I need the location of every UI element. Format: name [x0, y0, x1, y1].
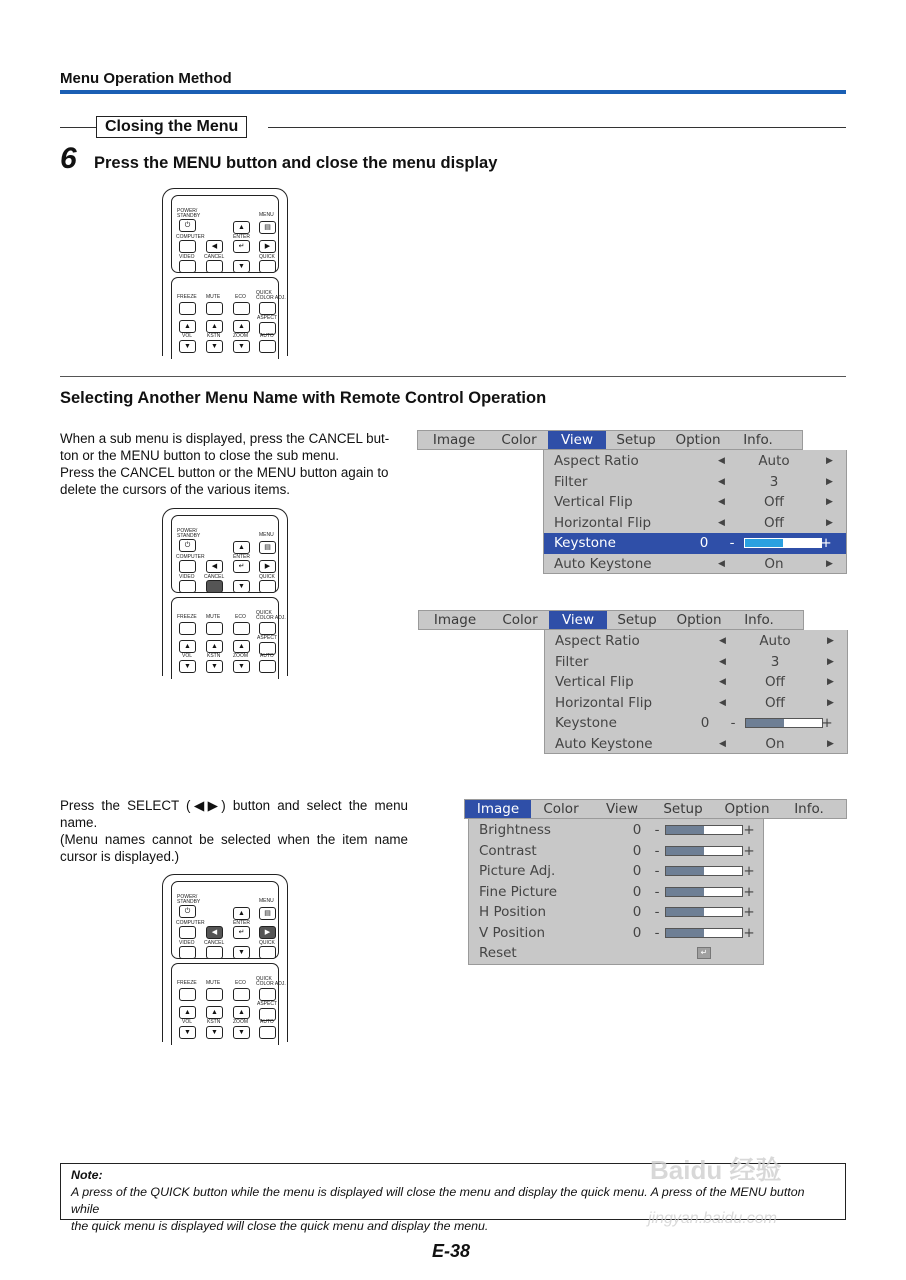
osd-row-reset[interactable]	[469, 943, 763, 964]
osd-row-aspect-ratio[interactable]	[545, 631, 847, 652]
remote-label-enter: ENTER	[233, 920, 250, 926]
osd-row-plus: +	[743, 842, 755, 859]
freeze-button[interactable]	[179, 988, 196, 1001]
remote-label-power: POWER/ STANDBY	[177, 894, 201, 905]
remote-label-freeze: FREEZE	[177, 294, 197, 300]
remote-label-power: POWER/ STANDBY	[177, 208, 201, 219]
mute-button[interactable]	[206, 622, 223, 635]
section-title-select-menu: Selecting Another Menu Name with Remote Control Operation	[60, 389, 547, 407]
osd-row-slider[interactable]	[665, 887, 743, 897]
page-header: Menu Operation Method	[60, 70, 232, 87]
osd-row-label: Keystone	[555, 715, 617, 731]
power-button[interactable]: ⏻	[179, 539, 196, 552]
osd-row-label: Keystone	[554, 535, 616, 551]
osd-row-value: Auto	[759, 633, 791, 649]
quick-button[interactable]	[259, 946, 276, 959]
osd-row-auto-keystone[interactable]	[544, 554, 846, 575]
osd-row-slider[interactable]	[745, 718, 823, 728]
osd-row-label: Aspect Ratio	[554, 453, 639, 469]
osd-row-value: 0	[632, 924, 642, 941]
section-rule-right	[268, 127, 846, 128]
osd-row-value: Auto	[758, 453, 790, 469]
slider-fill	[666, 867, 704, 875]
osd-row-label: Brightness	[479, 822, 551, 838]
remote-label-quick-color: QUICK COLOR ADJ.	[256, 976, 286, 987]
left-arrow-icon[interactable]: ◀	[719, 636, 726, 646]
tab-option[interactable]: Option	[675, 432, 721, 448]
remote-label-zoom: ZOOM	[233, 333, 248, 339]
osd-row-minus: -	[654, 883, 660, 900]
tab-setup[interactable]: Setup	[617, 612, 657, 628]
osd-row-minus: -	[654, 863, 660, 879]
remote-control-3	[162, 874, 288, 1042]
left-arrow-icon[interactable]: ◀	[718, 517, 725, 528]
osd-row-picture-adj-[interactable]	[469, 861, 763, 882]
osd-view-panel	[543, 450, 847, 574]
left-button[interactable]: ◀	[206, 926, 223, 939]
mute-button[interactable]	[206, 302, 223, 315]
left-arrow-icon[interactable]: ◀	[719, 656, 726, 667]
menu-button[interactable]: ▤	[259, 221, 276, 234]
osd-row-label: Auto Keystone	[554, 555, 652, 572]
osd-row-label: H Position	[479, 904, 547, 920]
cancel-button[interactable]	[206, 580, 223, 593]
remote-label-vol: VOL	[182, 1019, 193, 1025]
osd-row-value: 0	[632, 904, 642, 920]
remote-label-mute: MUTE	[206, 294, 221, 300]
osd-row-keystone[interactable]	[544, 533, 846, 554]
osd-row-horizontal-flip[interactable]	[544, 513, 846, 534]
osd-row-value: Off	[765, 694, 785, 711]
remote-label-eco: ECO	[235, 980, 246, 986]
remote-label-zoom: ZOOM	[233, 1019, 248, 1025]
enter-button[interactable]: ↵	[233, 926, 250, 939]
tab-view[interactable]: View	[549, 611, 607, 629]
osd-row-label: Reset	[479, 945, 517, 961]
mute-button[interactable]	[206, 988, 223, 1001]
tab-view[interactable]: View	[548, 431, 606, 449]
osd-row-value: 0	[700, 715, 710, 731]
tab-color[interactable]: Color	[543, 801, 579, 817]
freeze-button[interactable]	[179, 302, 196, 315]
remote-label-vol: VOL	[182, 333, 193, 339]
remote-label-quick: QUICK	[259, 574, 275, 580]
left-arrow-icon[interactable]: ◀	[718, 497, 725, 507]
osd-row-vertical-flip[interactable]	[545, 672, 847, 693]
tab-setup[interactable]: Setup	[616, 432, 656, 448]
video-button[interactable]	[179, 946, 196, 959]
remote-label-menu: MENU	[259, 532, 274, 538]
freeze-button[interactable]	[179, 622, 196, 635]
osd-row-value: 0	[632, 822, 642, 838]
header-rule	[60, 90, 846, 94]
right-button[interactable]: ▶	[259, 560, 276, 573]
osd-row-value: 3	[769, 473, 779, 490]
tab-info[interactable]: Info.	[743, 432, 773, 448]
quick-button[interactable]	[259, 580, 276, 593]
osd-row-plus: +	[743, 904, 755, 920]
remote-label-mute: MUTE	[206, 980, 221, 986]
right-arrow-icon[interactable]: ▶	[826, 456, 833, 466]
remote-label-eco: ECO	[235, 614, 246, 620]
left-arrow-icon[interactable]: ◀	[719, 738, 726, 749]
right-arrow-icon[interactable]: ▶	[826, 497, 833, 507]
kstn-up-button[interactable]: ▲	[206, 320, 223, 333]
paragraph-line: (Menu names cannot be selected when the item name	[60, 832, 408, 847]
osd-row-slider[interactable]	[665, 928, 743, 938]
remote-label-vol: VOL	[182, 653, 193, 659]
remote-label-freeze: FREEZE	[177, 980, 197, 986]
up-button[interactable]: ▲	[233, 907, 250, 920]
down-button[interactable]: ▼	[233, 580, 250, 593]
osd-row-value: On	[765, 735, 785, 752]
slider-fill	[746, 719, 784, 727]
osd-row-label: Fine Picture	[479, 883, 558, 900]
slider-fill	[666, 847, 704, 855]
paragraph-line: delete the cursors of the various items.	[60, 482, 290, 497]
remote-label-freeze: FREEZE	[177, 614, 197, 620]
tab-info[interactable]: Info.	[794, 801, 824, 817]
remote-label-computer: COMPUTER	[176, 920, 205, 926]
paragraph-line: ton or the MENU button to close the sub menu.	[60, 448, 340, 463]
osd-row-label: Horizontal Flip	[555, 694, 653, 711]
zoom-up-button[interactable]: ▲	[233, 1006, 250, 1019]
osd-row-label: Auto Keystone	[555, 735, 653, 752]
osd-row-vertical-flip[interactable]	[544, 492, 846, 513]
section-rule-left	[60, 127, 96, 128]
osd-row-value: 0	[632, 863, 642, 879]
remote-label-video: VIDEO	[179, 940, 195, 946]
osd-row-slider[interactable]	[665, 825, 743, 835]
osd-row-slider[interactable]	[665, 866, 743, 876]
auto-button[interactable]	[259, 1026, 276, 1039]
kstn-up-button[interactable]: ▲	[206, 1006, 223, 1019]
paragraph-line: Press the CANCEL button or the MENU button again to	[60, 465, 389, 480]
osd-tab-bar	[418, 610, 804, 630]
page-number: E-38	[432, 1241, 471, 1261]
step-text: Press the MENU button and close the menu display	[94, 154, 498, 172]
osd-view-menu-selected	[417, 430, 847, 576]
paragraph-select-instructions	[60, 797, 408, 865]
section-title-closing-menu: Closing the Menu	[96, 116, 247, 138]
right-arrow-icon[interactable]: ▶	[827, 677, 834, 687]
computer-button[interactable]	[179, 560, 196, 573]
left-button[interactable]: ◀	[206, 240, 223, 253]
remote-label-quick-color: QUICK COLOR ADJ.	[256, 290, 286, 301]
osd-row-minus: -	[654, 842, 660, 859]
tab-option[interactable]: Option	[676, 612, 722, 628]
vol-down-button[interactable]: ▼	[179, 340, 196, 353]
osd-row-plus: +	[743, 883, 755, 900]
note-line: the quick menu is displayed will close the quick menu and display the menu.	[71, 1219, 489, 1233]
osd-row-keystone[interactable]	[545, 713, 847, 734]
right-button[interactable]: ▶	[259, 240, 276, 253]
enter-button[interactable]: ↵	[233, 240, 250, 253]
right-button[interactable]: ▶	[259, 926, 276, 939]
enter-icon[interactable]: ↵	[697, 947, 711, 959]
section-divider	[60, 376, 846, 377]
paragraph-line: Press the SELECT (◀▶) button and select the menu	[60, 798, 408, 813]
tab-info[interactable]: Info.	[744, 612, 774, 628]
remote-label-cancel: CANCEL	[204, 940, 225, 946]
osd-row-v-position[interactable]	[469, 923, 763, 944]
osd-row-label: Picture Adj.	[479, 863, 556, 879]
remote-label-enter: ENTER	[233, 234, 250, 240]
osd-row-slider[interactable]	[665, 907, 743, 917]
right-arrow-icon[interactable]: ▶	[826, 517, 833, 528]
osd-row-plus: +	[743, 822, 755, 838]
video-button[interactable]	[179, 260, 196, 273]
osd-view-menu-deselected	[418, 610, 848, 756]
tab-option[interactable]: Option	[724, 801, 770, 817]
osd-row-value: Off	[764, 494, 784, 510]
menu-button[interactable]: ▤	[259, 907, 276, 920]
slider-fill	[666, 826, 704, 834]
remote-label-auto: AUTO	[260, 333, 274, 339]
remote-label-menu: MENU	[259, 898, 274, 904]
osd-image-panel	[468, 819, 764, 965]
quick-color-button[interactable]	[259, 988, 276, 1001]
paragraph-line: When a sub menu is displayed, press the CANCEL but-	[60, 431, 390, 446]
watermark-url: jingyan.baidu.com	[648, 1210, 777, 1227]
remote-label-quick: QUICK	[259, 940, 275, 946]
remote-label-aspect: ASPECT	[257, 635, 278, 641]
osd-row-auto-keystone[interactable]	[545, 734, 847, 755]
watermark-logo: Baidu 经验	[650, 1155, 782, 1185]
vol-up-button[interactable]: ▲	[179, 1006, 196, 1019]
osd-row-label: Contrast	[479, 842, 537, 859]
power-button[interactable]: ⏻	[179, 905, 196, 918]
osd-row-label: Aspect Ratio	[555, 633, 640, 649]
computer-button[interactable]	[179, 240, 196, 253]
tab-image[interactable]: Image	[465, 800, 531, 818]
osd-view-panel	[544, 630, 848, 754]
kstn-up-button[interactable]: ▲	[206, 640, 223, 653]
quick-color-button[interactable]	[259, 302, 276, 315]
osd-row-aspect-ratio[interactable]	[544, 451, 846, 472]
osd-row-brightness[interactable]	[469, 820, 763, 841]
osd-row-plus: +	[821, 715, 833, 731]
kstn-down-button[interactable]: ▼	[206, 340, 223, 353]
zoom-down-button[interactable]: ▼	[233, 340, 250, 353]
eco-button[interactable]	[233, 622, 250, 635]
enter-button[interactable]: ↵	[233, 560, 250, 573]
tab-image[interactable]: Image	[432, 432, 476, 448]
tab-image[interactable]: Image	[433, 612, 477, 628]
tab-view[interactable]: View	[605, 801, 639, 817]
osd-tab-bar	[417, 430, 803, 450]
osd-row-minus: -	[730, 715, 736, 731]
osd-row-filter[interactable]	[545, 652, 847, 673]
remote-label-cancel: CANCEL	[204, 574, 225, 580]
osd-row-slider[interactable]	[744, 538, 822, 548]
left-arrow-icon[interactable]: ◀	[719, 697, 726, 708]
quick-color-button[interactable]	[259, 622, 276, 635]
osd-row-minus: -	[654, 904, 660, 920]
remote-label-power: POWER/ STANDBY	[177, 528, 201, 539]
osd-row-value: Off	[764, 514, 784, 531]
step-number: 6	[60, 142, 77, 175]
slider-fill	[666, 929, 704, 937]
cancel-button[interactable]	[206, 260, 223, 273]
right-arrow-icon[interactable]: ▶	[826, 476, 833, 487]
osd-row-plus: +	[743, 924, 755, 941]
note-line: A press of the QUICK button while the menu is displayed will close the menu and display the quick menu. A press of the MENU button while	[71, 1185, 805, 1216]
zoom-up-button[interactable]: ▲	[233, 640, 250, 653]
osd-row-label: Vertical Flip	[554, 494, 633, 510]
osd-row-filter[interactable]	[544, 472, 846, 493]
remote-label-video: VIDEO	[179, 254, 195, 260]
menu-button[interactable]: ▤	[259, 541, 276, 554]
left-button[interactable]: ◀	[206, 560, 223, 573]
osd-row-value: Off	[765, 674, 785, 690]
kstn-down-button[interactable]: ▼	[206, 660, 223, 673]
remote-label-cancel: CANCEL	[204, 254, 225, 260]
kstn-down-button[interactable]: ▼	[206, 1026, 223, 1039]
osd-row-value: 0	[632, 842, 642, 859]
osd-row-minus: -	[654, 822, 660, 838]
tab-color[interactable]: Color	[502, 612, 538, 628]
osd-row-plus: +	[743, 863, 755, 879]
remote-control-1	[162, 188, 288, 356]
right-arrow-icon[interactable]: ▶	[826, 558, 833, 569]
paragraph-line: name.	[60, 815, 98, 830]
osd-row-contrast[interactable]	[469, 841, 763, 862]
remote-label-mute: MUTE	[206, 614, 221, 620]
osd-row-horizontal-flip[interactable]	[545, 693, 847, 714]
computer-button[interactable]	[179, 926, 196, 939]
right-arrow-icon[interactable]: ▶	[827, 738, 834, 749]
remote-label-computer: COMPUTER	[176, 554, 205, 560]
video-button[interactable]	[179, 580, 196, 593]
remote-label-kstn: KSTN	[207, 1019, 221, 1025]
right-arrow-icon[interactable]: ▶	[827, 636, 834, 646]
remote-label-kstn: KSTN	[207, 653, 221, 659]
vol-down-button[interactable]: ▼	[179, 1026, 196, 1039]
left-arrow-icon[interactable]: ◀	[718, 456, 725, 466]
remote-label-enter: ENTER	[233, 554, 250, 560]
paragraph-cancel-instructions	[60, 430, 410, 498]
remote-control-2	[162, 508, 288, 676]
cancel-button[interactable]	[206, 946, 223, 959]
slider-fill	[666, 888, 704, 896]
osd-row-label: V Position	[479, 924, 546, 941]
remote-label-quick: QUICK	[259, 254, 275, 260]
osd-row-h-position[interactable]	[469, 902, 763, 923]
osd-row-label: Filter	[555, 653, 589, 670]
auto-button[interactable]	[259, 340, 276, 353]
power-button[interactable]: ⏻	[179, 219, 196, 232]
vol-up-button[interactable]: ▲	[179, 320, 196, 333]
tab-color[interactable]: Color	[501, 432, 537, 448]
right-arrow-icon[interactable]: ▶	[827, 697, 834, 708]
remote-label-zoom: ZOOM	[233, 653, 248, 659]
remote-label-aspect: ASPECT	[257, 315, 278, 321]
remote-label-kstn: KSTN	[207, 333, 221, 339]
remote-label-menu: MENU	[259, 212, 274, 218]
note-title: Note:	[71, 1168, 103, 1182]
quick-button[interactable]	[259, 260, 276, 273]
osd-tab-bar	[464, 799, 847, 819]
zoom-up-button[interactable]: ▲	[233, 320, 250, 333]
remote-label-quick-color: QUICK COLOR ADJ.	[256, 610, 286, 621]
remote-label-auto: AUTO	[260, 653, 274, 659]
up-button[interactable]: ▲	[233, 541, 250, 554]
osd-row-slider[interactable]	[665, 846, 743, 856]
zoom-down-button[interactable]: ▼	[233, 1026, 250, 1039]
osd-row-minus: -	[729, 535, 735, 551]
tab-setup[interactable]: Setup	[663, 801, 703, 817]
osd-row-minus: -	[654, 924, 660, 941]
left-arrow-icon[interactable]: ◀	[718, 558, 725, 569]
slider-fill	[745, 539, 783, 547]
remote-label-eco: ECO	[235, 294, 246, 300]
osd-row-value: 3	[770, 653, 780, 670]
osd-row-fine-picture[interactable]	[469, 882, 763, 903]
remote-label-computer: COMPUTER	[176, 234, 205, 240]
osd-row-value: 0	[632, 883, 642, 900]
down-button[interactable]: ▼	[233, 260, 250, 273]
osd-row-label: Horizontal Flip	[554, 514, 652, 531]
remote-label-auto: AUTO	[260, 1019, 274, 1025]
paragraph-line: cursor is displayed.)	[60, 849, 180, 864]
eco-button[interactable]	[233, 988, 250, 1001]
right-arrow-icon[interactable]: ▶	[827, 656, 834, 667]
left-arrow-icon[interactable]: ◀	[719, 677, 726, 687]
osd-row-label: Vertical Flip	[555, 674, 634, 690]
remote-label-aspect: ASPECT	[257, 1001, 278, 1007]
auto-button[interactable]	[259, 660, 276, 673]
slider-fill	[666, 908, 704, 916]
up-button[interactable]: ▲	[233, 221, 250, 234]
eco-button[interactable]	[233, 302, 250, 315]
osd-row-plus: +	[820, 535, 832, 551]
osd-row-label: Filter	[554, 473, 588, 490]
zoom-down-button[interactable]: ▼	[233, 660, 250, 673]
osd-row-value: On	[764, 555, 784, 572]
osd-row-value: 0	[699, 535, 709, 551]
left-arrow-icon[interactable]: ◀	[718, 476, 725, 487]
vol-up-button[interactable]: ▲	[179, 640, 196, 653]
down-button[interactable]: ▼	[233, 946, 250, 959]
vol-down-button[interactable]: ▼	[179, 660, 196, 673]
osd-image-menu	[464, 799, 847, 967]
remote-label-video: VIDEO	[179, 574, 195, 580]
